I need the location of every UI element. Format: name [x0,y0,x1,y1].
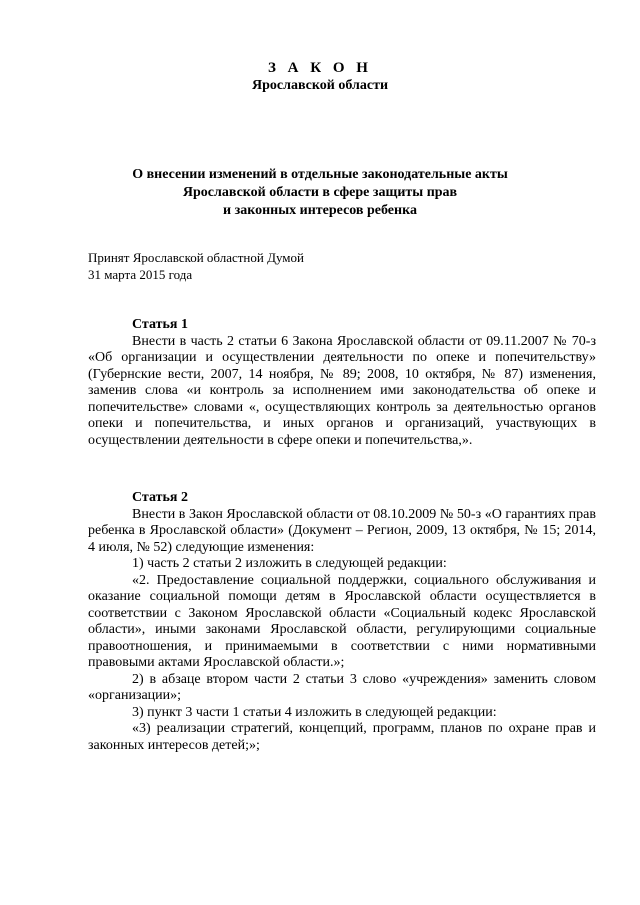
article-paragraph: 1) часть 2 статьи 2 изложить в следующей редакции: [132,556,447,571]
article-heading: Статья 1 [132,317,188,332]
article-paragraph: «2. Предоставление социальной поддержки, социального обслуживания и оказание социальной помощи детям в Ярославской области осуществляется в соответствии с Законом Ярославской области «Социальный кодекс Ярославской области», иными законами Ярославской области, регулирующими социальные правоотношения, и принимаемыми в соответствии с ними нормативными правовыми актами Ярославской области.»; [88,572,596,670]
article-paragraph: Внести в часть 2 статьи 6 Закона Ярославской области от 09.11.2007 № 70-з «Об организации и осуществлении деятельности по опеке и попечительству» (Губернские вести, 2007, 14 ноября, № 89; 2008, 10 октября, № 87) изменения, заменив слова «и контроль за исполнением ими законодательства об опеке и попечительстве» словами «, осуществляющих контроль за деятельностью органов опеки и попечительства, и иных органов и организаций, участвующих в осуществлении деятельности в сфере опеки и попечительства,». [88,333,596,448]
law-title-line: и законных интересов ребенка [223,203,417,218]
article-heading: Статья 2 [132,490,188,505]
article-2 [88,490,596,754]
law-title-line: О внесении изменений в отдельные законодательные акты [132,167,508,182]
law-title [0,166,640,220]
adoption-date: 31 марта 2015 года [88,267,193,282]
article-paragraph: 2) в абзаце втором части 2 статьи 3 слово «учреждения» заменить словом «организации»; [88,671,596,703]
article-paragraph: 3) пункт 3 части 1 статьи 4 изложить в следующей редакции: [132,704,497,720]
article-paragraph: «3) реализации стратегий, концепций, программ, планов по охране прав и законных интересов детей;»; [88,721,596,753]
adoption-note [88,249,304,283]
law-title-line: Ярославской области в сфере защиты прав [182,185,458,200]
law-heading: З А К О Н [268,60,372,76]
article-1 [88,317,596,449]
adoption-line: Принят Ярославской областной Думой [88,250,304,265]
region-heading: Ярославской области [251,78,389,93]
article-paragraph: Внести в Закон Ярославской области от 08.10.2009 № 50-з «О гарантиях прав ребенка в Ярославской области» (Документ – Регион, 2009, 13 октября, № 15; 2014, 4 июля, № 52) следующие изменения: [88,506,596,555]
